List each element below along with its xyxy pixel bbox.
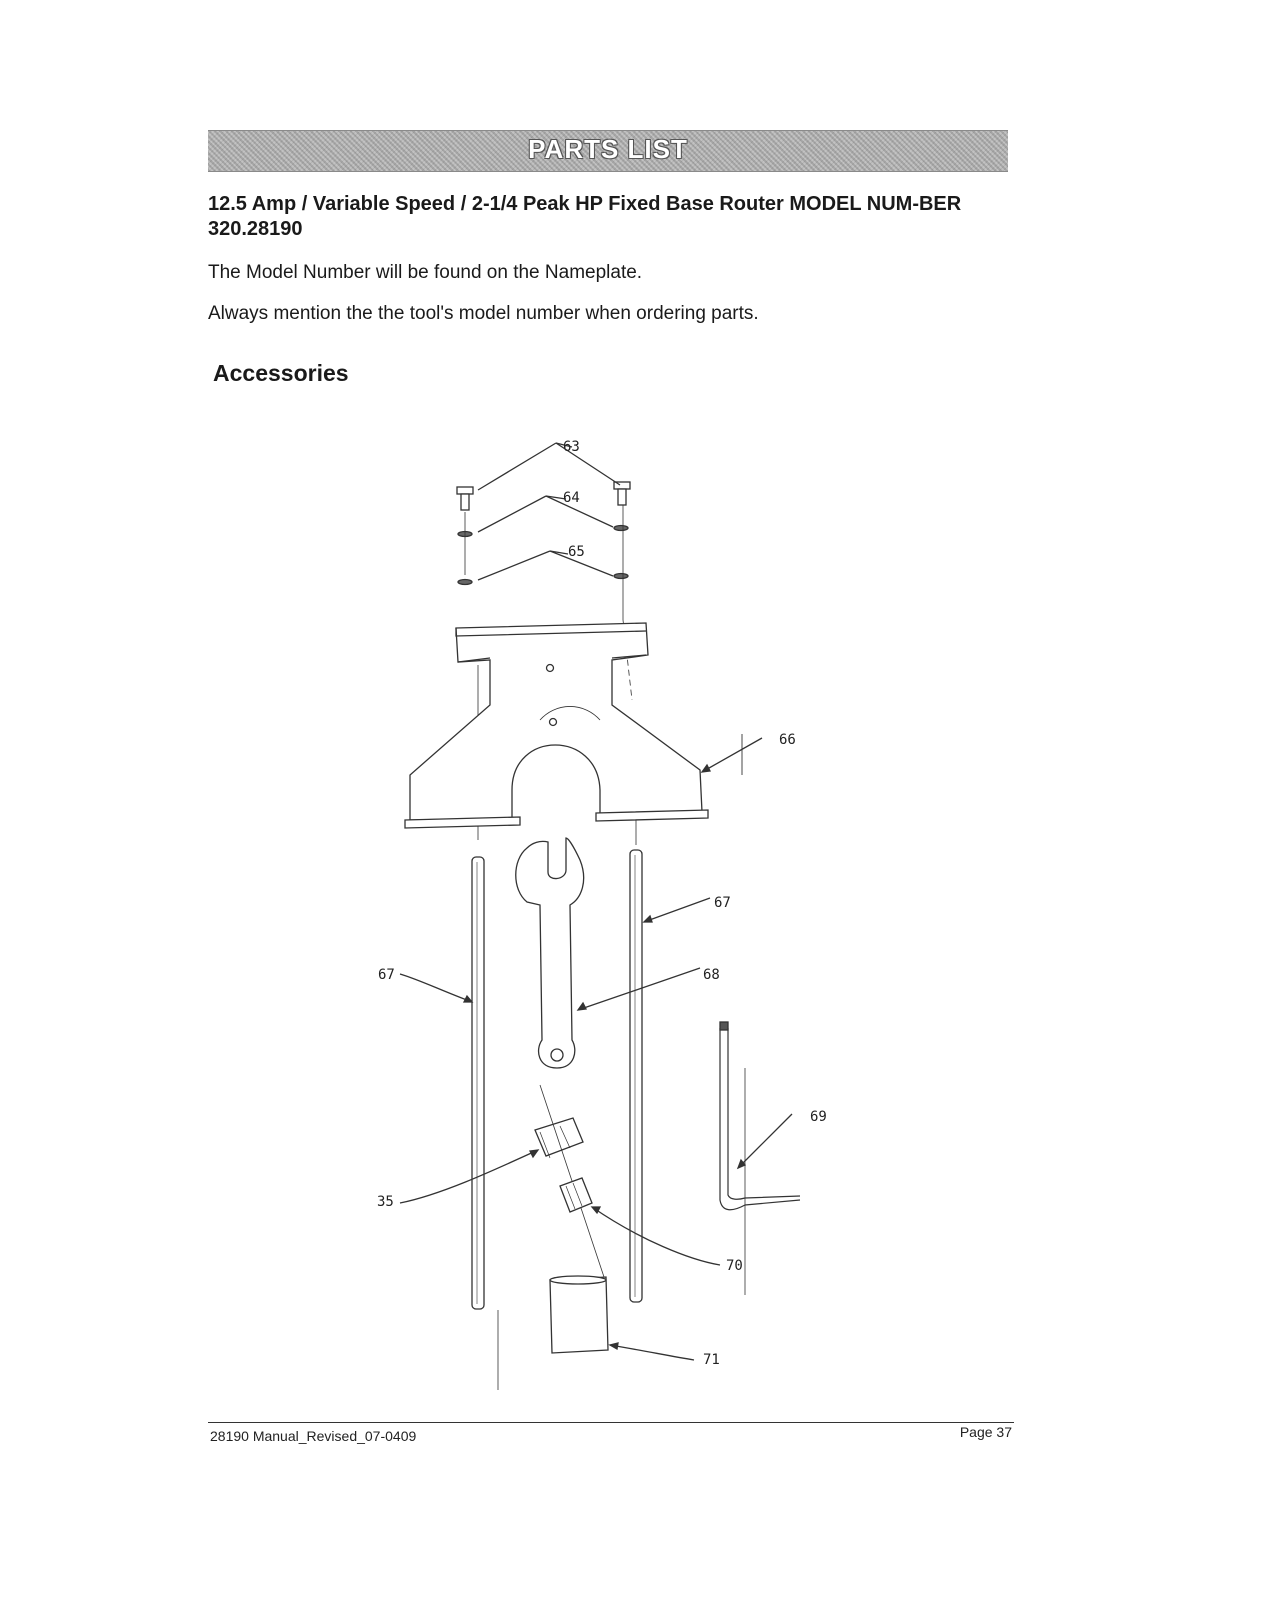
callout-68: 68 [703,967,720,983]
collet-nut [535,1118,583,1158]
section-title: Accessories [213,360,349,386]
callout-67-right: 67 [714,895,731,911]
wrench [516,838,584,1068]
nameplate-note: The Model Number will be found on the Nameplate. [208,262,643,283]
washer-65-right [614,574,628,579]
washer-65-left [458,580,472,585]
model-heading: 12.5 Amp / Variable Speed / 2-1/4 Peak HP Fixed Base Router MODEL NUM-BER 320.28190 [208,193,962,240]
callout-63: 63 [563,439,580,455]
footer-page-label: Page 37 [959,1424,1012,1440]
callout-65: 65 [568,544,585,560]
adapter-sleeve [550,1276,608,1353]
callout-66: 66 [779,732,796,748]
washer-64-right [614,526,628,531]
banner-title: PARTS LIST [528,134,688,164]
footer-document-id: 28190 Manual_Revised_07-0409 [210,1428,417,1444]
callout-70: 70 [726,1258,743,1274]
edge-guide-plate [405,623,708,828]
guide-rod-left [472,857,484,1309]
callout-67-left: 67 [378,967,395,983]
hex-key [720,1022,800,1210]
ordering-note: Always mention the the tool's model number when ordering parts. [208,303,759,324]
callout-69: 69 [810,1109,827,1125]
screw-right [614,482,630,505]
callout-35: 35 [377,1194,394,1210]
callout-64: 64 [563,490,580,506]
callout-71: 71 [703,1352,720,1368]
screw-left [457,487,473,510]
collet [560,1178,592,1212]
footer-divider [208,1422,1014,1423]
